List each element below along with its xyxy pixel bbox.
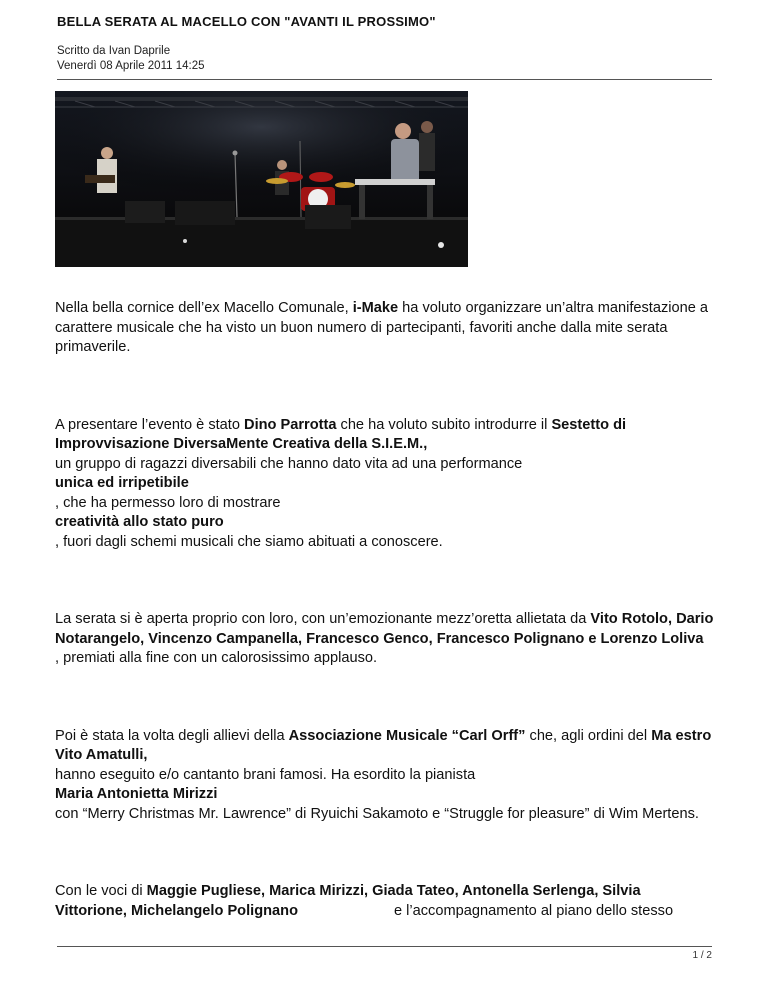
spacer <box>55 824 715 882</box>
text: che, agli ordini del <box>525 727 652 744</box>
bold-text: unica ed irripetibile <box>55 475 189 491</box>
spacer <box>55 552 715 610</box>
concert-photo-icon <box>55 91 468 267</box>
text: che ha voluto subito introdurre il <box>336 416 552 433</box>
bold-text: Vito Rotolo, Dario Notarangelo, Vincenzo Campanella, Francesco Genco, Francesco Polignano e Lorenzo Loliva <box>55 611 714 647</box>
article-title: BELLA SERATA AL MACELLO CON "AVANTI IL PROSSIMO" <box>57 14 436 29</box>
text: , fuori dagli schemi musicali che siamo abituati a conoscere. <box>55 533 443 550</box>
paragraph-3 <box>55 610 715 669</box>
paragraph-4 <box>55 727 715 825</box>
text: un gruppo di ragazzi diversabili che hanno dato vita ad una performance <box>55 455 523 472</box>
bold-text: Maggie Pugliese, Marica Mirizzi, Giada Tateo, Antonella Serlenga, Silvia Vittorione, Michelangelo Polignano <box>55 883 641 919</box>
bold-text: Associazione Musicale “Carl Orff” <box>288 727 526 744</box>
paragraph-1 <box>55 299 715 358</box>
bold-text: Ma estro Vito Amatulli, <box>55 727 712 763</box>
text: , premiati alla fine con un calorosissimo applauso. <box>55 650 378 666</box>
text: Nella bella cornice dell’ex Macello Comunale, <box>55 300 353 316</box>
header-divider <box>57 79 712 80</box>
article-date: Venerdì 08 Aprile 2011 14:25 <box>57 60 205 72</box>
text: ha voluto organizzare un’altra manifestazione a carattere musicale che ha visto un buon numero di partecipanti, favoriti anche dalla mite serata primaverile. <box>55 300 709 355</box>
spacer <box>55 358 715 416</box>
bold-text: Maria Antonietta Mirizzi <box>55 786 218 802</box>
text: A presentare l’evento è stato <box>55 416 245 433</box>
text: La serata si è aperta proprio con loro, con un’emozionante mezz’oretta allietata da <box>55 611 591 627</box>
article-author: Scritto da Ivan Daprile <box>57 45 171 57</box>
paragraph-2 <box>55 416 715 553</box>
text: con “Merry Christmas Mr. Lawrence” di Ryuichi Sakamoto e “Struggle for pleasure” di Wim Mertens. <box>55 805 699 822</box>
bold-text: i-Make <box>352 300 399 316</box>
spacer <box>55 669 715 727</box>
bold-text: Sestetto di Improvvisazione DiversaMente Creativa della S.I.E.M., <box>55 416 627 452</box>
text: hanno eseguito e/o cantanto brani famosi. Ha esordito la pianista <box>55 766 476 783</box>
text: , che ha permesso loro di mostrare <box>55 494 281 511</box>
paragraph-5 <box>55 882 715 921</box>
article-body <box>55 299 715 921</box>
bold-text: creatività allo stato puro <box>55 514 224 530</box>
footer-divider <box>57 946 712 947</box>
text: Poi è stata la volta degli allievi della <box>55 727 289 744</box>
page-number: 1 / 2 <box>692 950 712 961</box>
text: e l’accompagnamento al piano dello stesso <box>393 902 674 919</box>
text: Con le voci di <box>55 883 147 899</box>
bold-text: Dino Parrotta <box>244 416 337 433</box>
concert-photo <box>55 91 468 267</box>
